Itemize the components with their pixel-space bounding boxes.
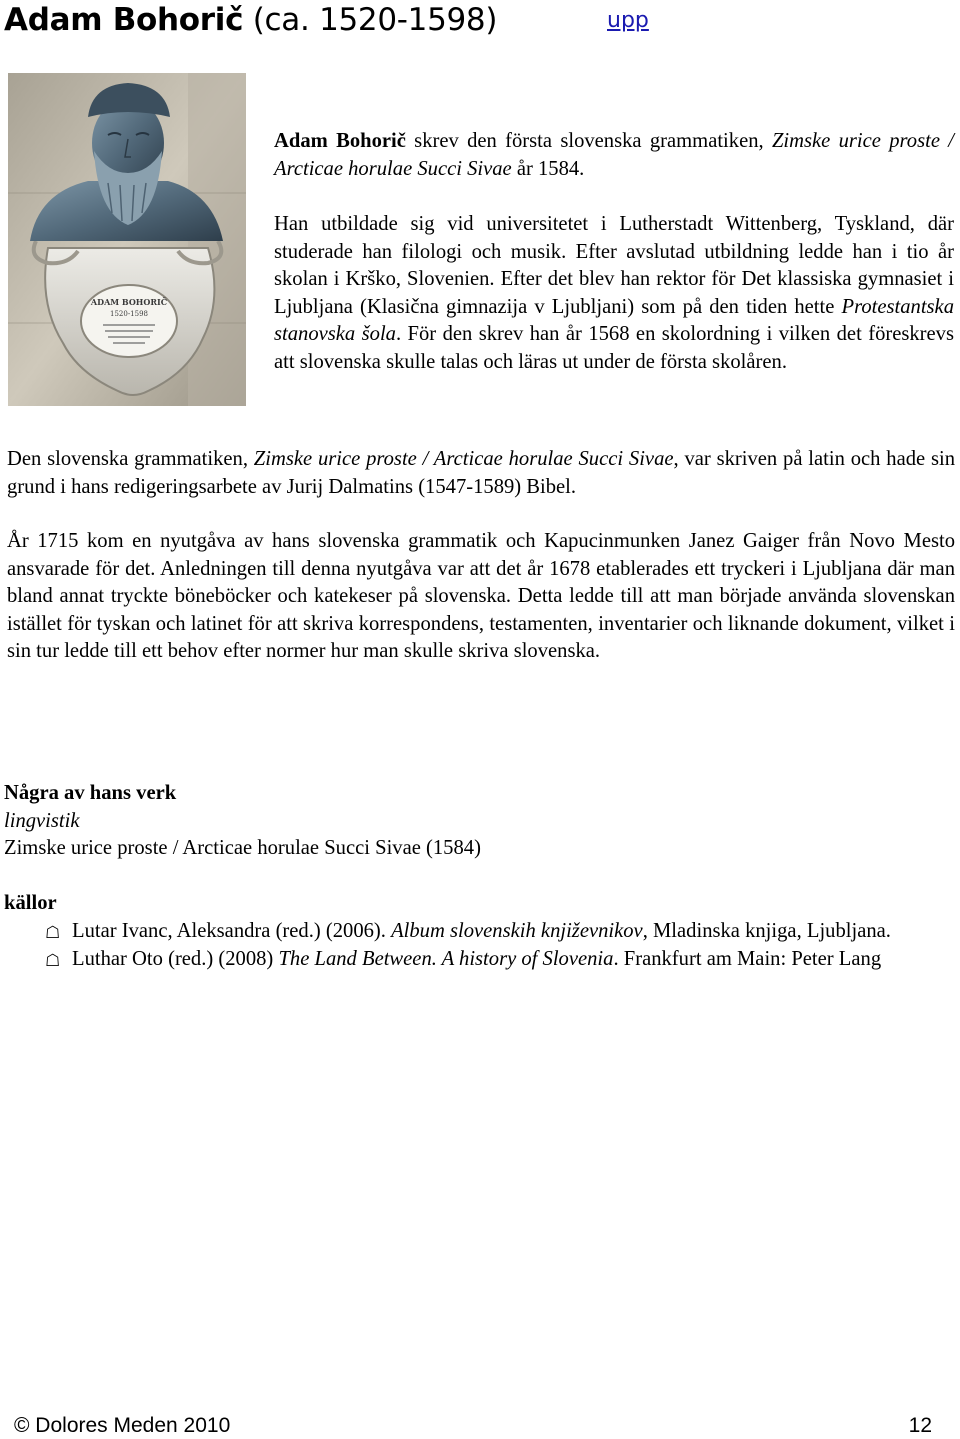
- grammar-title-2: Zimske urice proste / Arcticae horulae Succi Sivae: [253, 448, 674, 470]
- plaque-line2: 1520-1598: [110, 310, 148, 318]
- school-name: Protestantska stanovska šola: [274, 295, 954, 345]
- works-section: [4, 780, 944, 863]
- footer-page-number: 12: [908, 1414, 932, 1437]
- grammar-title: Zimske urice proste / Arcticae horulae Succi Sivae: [274, 130, 954, 180]
- bullet-icon: ☖: [45, 923, 61, 942]
- bullet-icon: ☖: [45, 950, 61, 970]
- intro-paragraph-2: Han utbildade sig vid universitetet i Lutherstadt Wittenberg, Tyskland, där studerade han filologi och musik. Efter avslutad utbildning ledde han i tio år skolan i Krško, Slovenien. Efter det blev han rektor för Det klassiska gymnasiet i Ljubljana (Klasična gimnazija v Ljubljani) som på den tiden hette Protestantska stanovska šola. För den skrev han år 1568 en skolordning i vilken det föreskrevs att slovenska skulle talas och läras ut under de första skolåren.: [274, 213, 954, 373]
- subject-name: Adam Bohorič: [274, 130, 406, 152]
- title-dates: (ca. 1520-1598): [243, 2, 498, 38]
- body-paragraph-2: År 1715 kom en nyutgåva av hans slovenska grammatik och Kapucinmunken Janez Gaiger från Novo Mesto ansvarade för det. Anledningen till denna nyutgåva var att det år 1678 etablerades ett tryckeri i Ljubljana där man bland annat tryckte böneböcker och katekeser på slovenska. Detta ledde till att man började använda slovenskan istället för tyskan och latinet för att skriva korrespondens, testamenten, inventarier och liknande dokument, vilket i sin tur ledde till ett behov efter normer hur man skulle skriva slovenska.: [7, 530, 955, 663]
- source-item: ☖ Luthar Oto (red.) (2008) The Land Between. A history of Slovenia. Frankfurt am Main: Peter Lang: [40, 946, 940, 974]
- sources-list: [40, 918, 940, 973]
- footer-copyright: © Dolores Meden 2010: [14, 1414, 231, 1437]
- plaque-line1: ADAM BOHORIČ: [90, 297, 168, 307]
- works-heading: Några av hans verk: [4, 782, 177, 804]
- sources-heading: källor: [4, 892, 57, 914]
- works-item: Zimske urice proste / Arcticae horulae Succi Sivae (1584): [4, 837, 481, 859]
- intro-paragraph-1: Adam Bohorič skrev den första slovenska grammatiken, Zimske urice proste / Arcticae horulae Succi Sivae år 1584.: [274, 130, 954, 180]
- source-item: ☖ Lutar Ivanc, Aleksandra (red.) (2006). Album slovenskih književnikov, Mladinska knjiga, Ljubljana.: [40, 918, 940, 946]
- title-name: Adam Bohorič: [4, 2, 244, 38]
- up-link[interactable]: upp: [607, 8, 649, 33]
- portrait-image: [8, 73, 246, 406]
- intro-section: [274, 128, 954, 376]
- works-category: lingvistik: [4, 809, 80, 832]
- body-paragraph-1: Den slovenska grammatiken, Zimske urice proste / Arcticae horulae Succi Sivae, var skriven på latin och hade sin grund i hans redigeringsarbete av Jurij Dalmatins (1547-1589) Bibel.: [7, 448, 956, 498]
- page-title: [4, 0, 497, 44]
